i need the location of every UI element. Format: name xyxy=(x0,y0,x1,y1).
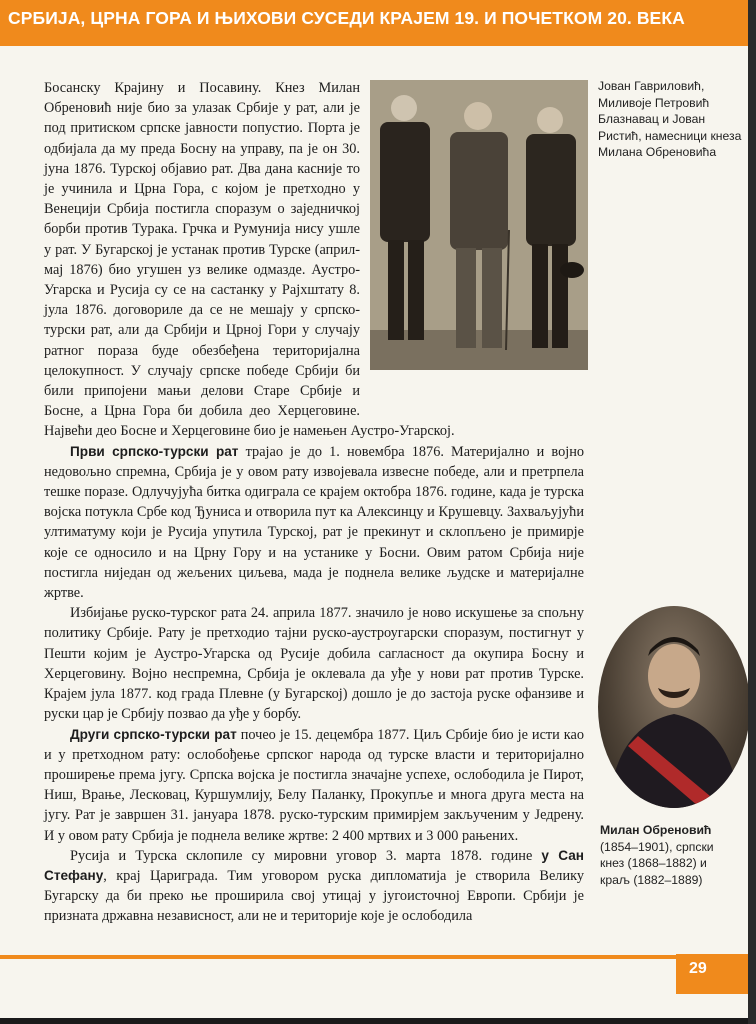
milan-caption-name: Милан Обреновић xyxy=(600,823,712,837)
second-war-term: Други српско-турски рат xyxy=(70,726,237,742)
paragraph-3: Избијање руско-турског рата 24. априла 1877. значило је ново искушење за спољну политику Србије. Рату је претходио тајни руско-аустроугарски споразум, постигнут у Пешти којим је Аустро-Угарска од Русије добила сагласност да окупира Босну и Херцеговину. Војно неспремна, Србија је оклевала да уђе у нови рат против Турске. Крајем јула 1877. код града Плевне (у Бугарској) дошло је до застоја руске офанзиве и руски цар је Србију позвао да уђе у борбу. xyxy=(44,605,584,723)
first-war-term: Први српско-турски рат xyxy=(70,443,239,459)
main-text xyxy=(44,78,584,927)
regents-caption: Јован Гавриловић, Миливоје Петровић Блазнавац и Јован Ристић, намесници кнеза Милана Обреновића xyxy=(598,79,742,159)
paragraph-5 xyxy=(44,846,584,927)
milan-portrait xyxy=(598,606,748,808)
regents-photo-image xyxy=(370,80,588,370)
paragraph-5-text-a: Русија и Турска склопиле су мировни уговор 3. марта 1878. године xyxy=(70,847,542,864)
milan-portrait-image xyxy=(598,606,748,808)
page-number-tab xyxy=(676,954,748,994)
paragraph-4 xyxy=(44,725,584,846)
san-stefano-term: у Сан Стефану xyxy=(44,847,585,883)
book-spine-shadow xyxy=(748,0,756,1024)
chapter-title: СРБИЈА, ЦРНА ГОРА И ЊИХОВИ СУСЕДИ КРАЈЕМ 19. И ПОЧЕТКОМ 20. ВЕКА xyxy=(8,8,685,28)
paragraph-4-text: почео је 15. децембра 1877. Циљ Србије био је исти као и у претходном рату: ослобођење српског народа од турске власти и територијално проширење према југу. Српска војска је постигла значајне успехе, ослободила је Пирот, Ниш, Врање, Лесковац, Куршумлију, Белу Паланку, Прокупље и многа друга места на југу. Рат је завршен 31. јануара 1878. руско-турским примирјем закљученим у Једрену. И у овом рату Србија је поднела велике жртве: 2 400 мртвих и 3 000 рањених. xyxy=(44,726,585,844)
paragraph-2 xyxy=(44,442,584,604)
milan-caption-details: (1854–1901), српски кнез (1868–1882) и краљ (1882–1889) xyxy=(600,839,714,887)
paragraph-5-text-b: , крај Цариграда. Тим уговором руска дипломатија је створила Велику Бугарску да би преко ње проширила свој утицај у југоисточној Европи. Србији је призната државна независност, али не и територије које је ослободила xyxy=(44,867,584,925)
chapter-header xyxy=(0,0,748,46)
paragraph-2-text: трајао је до 1. новембра 1876. Материјално и војно недовољно спремна, Србија је у овом рату извојевала извесне победе, али и претрпела тешке поразе. Одлучујућа битка одиграла се крајем октобра 1876. године, када је турска војска потукла Србе код Ђуниса и отворила пут ка Алексинцу и Крушевцу. Захваљујући ултиматуму који је Русија упутила Турској, рат је прекинут и склопљено је примирје које се односило и на Црну Гору и на устанике у Босни. Овим ратом Србија није постигла ниједан од жељених циљева, мада је поднела велике људске и материјалне жртве. xyxy=(44,443,584,602)
paragraph-1: Босанску Крајину и Посавину. Кнез Милан Обреновић није био за улазак Србије у рат, али је под притиском српске јавности попустио. Порта је одбијала да му преда Босну на управу, па је он 30. јуна 1876. Турској објавио рат. Два дана касније то је учинила и Црна Гора, с којом је претходно у Венецији Србија постигла споразум о заједничкој борби против Турака. Грчка и Румунија нису ушле у рат. У Бугарској је устанак против Турске (април-мај 1876) био угушен уз велике одмазде. Аустро-Угарска и Русија су се на састанку у Рајхштату 8. јула 1876. договориле да се не мешају у српско-турски рат, али да Србији и Црној Гори у случају ратног пораза буде обезбеђена територијална целокупност. У случају српске победе Србији би били припојени мањи делови Старе Србије и Босне, а Црна Гора би добила део Херцеговине. Највећи део Босне и Херцеговине био је намењен Аустро-Угарској. xyxy=(44,80,455,440)
page-number: 29 xyxy=(689,960,707,977)
regents-photo xyxy=(370,80,588,398)
milan-caption xyxy=(600,822,740,888)
footer-band xyxy=(0,955,748,959)
regents-figures xyxy=(370,80,588,370)
